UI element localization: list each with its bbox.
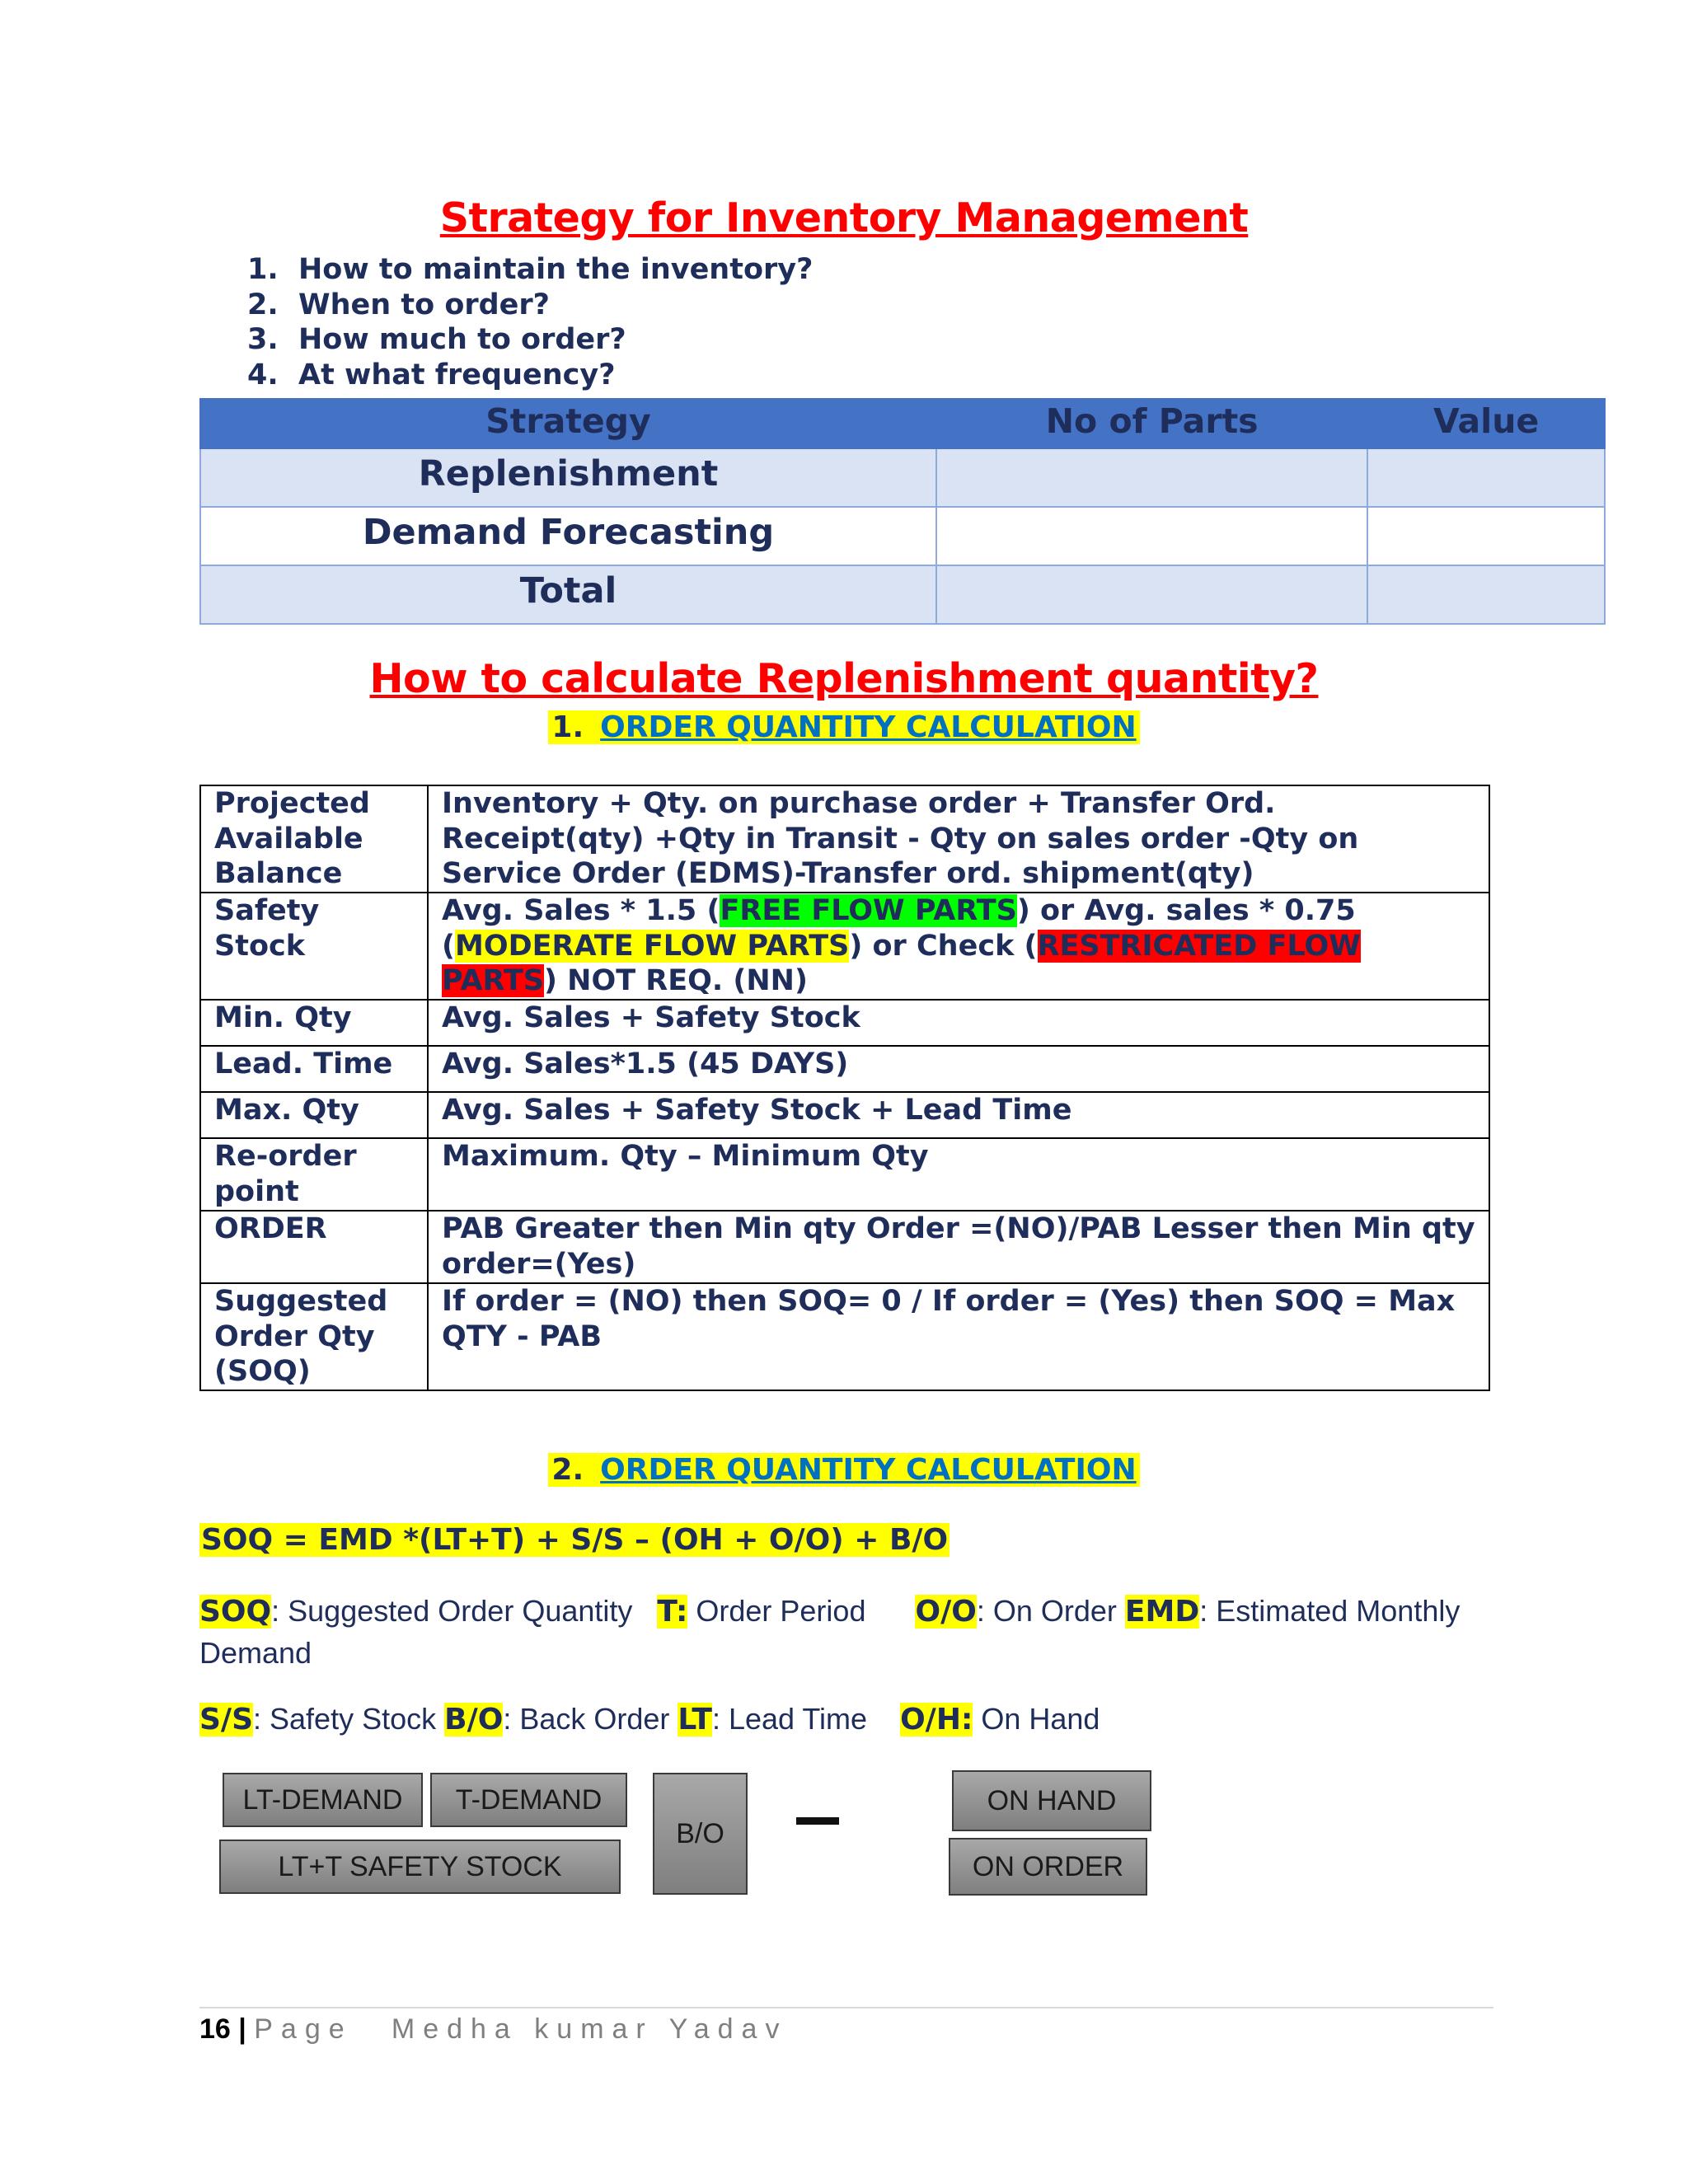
table-row: Suggested Order Qty (SOQ) If order = (NO) then SOQ= 0 / If order = (Yes) then SOQ = Max QTY - PAB (200, 1283, 1489, 1390)
strategy-table (199, 398, 1606, 625)
lt-demand-box: LT-DEMAND (223, 1773, 423, 1827)
back-order-box: B/O (653, 1773, 748, 1895)
table-cell: Demand Forecasting (200, 507, 936, 565)
table-row (200, 507, 1605, 565)
table-row: Max. Qty Avg. Sales + Safety Stock + Lead Time (200, 1092, 1489, 1138)
section-link[interactable]: ORDER QUANTITY CALCULATION (600, 1453, 1137, 1487)
table-cell: Replenishment (200, 448, 936, 507)
table-row (200, 565, 1605, 624)
table-cell (936, 507, 1367, 565)
table-header-row (200, 399, 1605, 448)
section-link[interactable]: ORDER QUANTITY CALCULATION (600, 710, 1137, 744)
table-row: Re-order point Maximum. Qty – Minimum Qty (200, 1138, 1489, 1211)
safety-stock-box: LT+T SAFETY STOCK (219, 1840, 621, 1894)
table-cell (1367, 565, 1605, 624)
table-row: Min. Qty Avg. Sales + Safety Stock (200, 1000, 1489, 1046)
table-row: ORDER PAB Greater then Min qty Order =(NO)/PAB Lesser then Min qty order=(Yes) (200, 1211, 1489, 1283)
calculation-table (199, 785, 1490, 1391)
table-cell (936, 448, 1367, 507)
page-title: Strategy for Inventory Management (439, 194, 1249, 241)
section-heading-1: 1. ORDER QUANTITY CALCULATION (0, 710, 1688, 744)
minus-sign (796, 1817, 839, 1825)
on-order-box: ON ORDER (949, 1838, 1147, 1896)
table-cell: Total (200, 565, 936, 624)
page-number: 16 (199, 2013, 231, 2045)
footer-divider (199, 2007, 1493, 2008)
page-footer: 16 | Page Medha kumar Yadav (199, 2013, 788, 2045)
legend-line-2: S/S: Safety Stock B/O: Back Order LT: Lead Time O/H: On Hand (199, 1702, 1100, 1736)
soq-formula: SOQ = EMD *(LT+T) + S/S – (OH + O/O) + B/O (201, 1523, 949, 1557)
question-list (247, 252, 813, 392)
table-row (200, 448, 1605, 507)
list-item: 3. How much to order? (247, 323, 626, 356)
t-demand-box: T-DEMAND (430, 1773, 627, 1827)
column-header-strategy: Strategy (200, 399, 936, 448)
on-hand-box: ON HAND (952, 1770, 1151, 1831)
restricted-flow-badge: RESTRICATED FLOW PARTS (442, 929, 1361, 997)
list-item: 4. At what frequency? (247, 358, 616, 391)
moderate-flow-badge: MODERATE FLOW PARTS (455, 929, 850, 963)
author-name: Medha kumar Yadav (391, 2013, 788, 2045)
table-cell (936, 565, 1367, 624)
table-row: Lead. Time Avg. Sales*1.5 (45 DAYS) (200, 1046, 1489, 1092)
legend-line-1: SOQ: Suggested Order Quantity T: Order Period O/O: On Order EMD: Estimated Monthly Demand (199, 1594, 1461, 1670)
section-title: How to calculate Replenishment quantity? (369, 655, 1319, 702)
list-item: 1. How to maintain the inventory? (247, 253, 814, 286)
column-header-parts: No of Parts (936, 399, 1367, 448)
free-flow-badge: FREE FLOW PARTS (720, 894, 1017, 927)
table-row: Safety Stock Avg. Sales * 1.5 (FREE FLOW PARTS) or Avg. sales * 0.75 (MODERATE FLOW PARTS) or Check (RESTRICATED FLOW PARTS) NOT REQ. (NN) (200, 893, 1489, 1000)
section-heading-2: 2. ORDER QUANTITY CALCULATION (0, 1453, 1688, 1487)
list-item: 2. When to order? (247, 288, 550, 321)
table-row: Projected Available Balance Inventory + Qty. on purchase order + Transfer Ord. Receipt(qty) +Qty in Transit - Qty on sales order -Qty on Service Order (EDMS)-Transfer ord. shipment(qty) (200, 785, 1489, 893)
table-cell (1367, 448, 1605, 507)
table-cell (1367, 507, 1605, 565)
column-header-value: Value (1367, 399, 1605, 448)
